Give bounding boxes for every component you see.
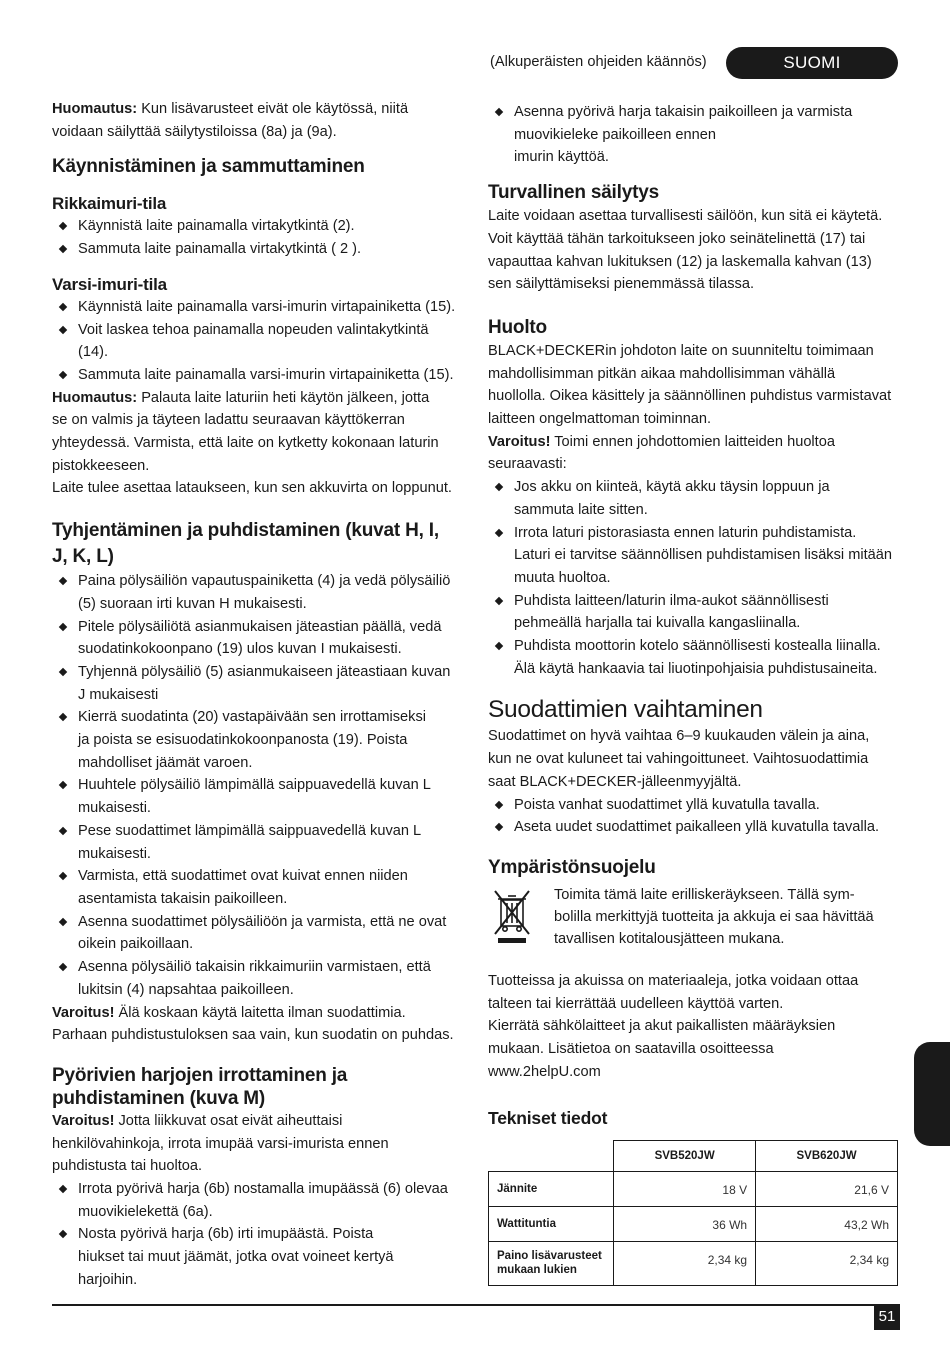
bullet-line: Asenna pyörivä harja takaisin paikoilleen ja varmista [514,104,853,120]
note-label: Huomautus: [52,101,138,117]
text-line: Tuotteissa ja akuissa on materiaaleja, jotka voidaan ottaa [488,972,859,989]
bullet-item [52,1223,464,1291]
text-line: Palauta laite laturiin heti käytön jälkeen, jotta [137,389,430,406]
recycling-notice-text [554,884,884,950]
text-line: Laite voidaan asettaa turvallisesti säilöön, kun sitä ei käytetä. [488,208,883,225]
section-heading-emptying [52,518,464,570]
bullet-line: mukaisesti. [78,800,151,817]
text-line: Toimita tämä laite erilliskeräykseen. Tällä sym- [554,886,855,903]
stick-mode-list [52,296,464,387]
bullet-item [52,820,464,865]
section-heading-maintenance: Huolto [488,316,547,338]
note-storage [52,98,464,143]
bullet-line: (14). [78,344,109,361]
warning-label: Varoitus! [52,1112,115,1129]
bullet-line: Asenna pölysäiliö takaisin rikkaimuriin varmistaen, että [78,959,431,976]
bullet-item [52,296,464,319]
bullet-line: mukaisesti. [78,845,151,862]
section-heading-specs: Tekniset tiedot [488,1107,608,1128]
bullet-item [488,590,900,635]
dust-mode-list [52,215,464,260]
text-line: puhdistusta tai huoltoa. [52,1158,203,1175]
bullet-line: Irrota laturi pistorasiasta ennen laturin puhdistamista. [514,524,857,541]
text-line: se on valmis ja täyteen ladattu seuraavan käyttökerran [52,412,405,429]
model-header-cell: SVB620JW [756,1140,898,1172]
bullet-item [52,706,464,774]
text-line: Kun lisävarusteet eivät ole käytössä, niitä [137,101,409,117]
specs-label-cell: Wattituntia [489,1206,614,1241]
bullet-line: Huuhtele pölysäiliö lämpimällä saippuavedellä kuvan L [78,777,431,794]
specs-table [488,1140,898,1286]
specs-value-cell: 2,34 kg [756,1241,898,1285]
specs-corner-cell [489,1140,614,1172]
bullet-line: Nosta pyörivä harja (6b) irti imupäästä. Poista [78,1226,374,1243]
bullet-line: Jos akku on kiinteä, käytä akku täysin loppuun ja [514,479,830,496]
bullet-item [52,238,464,261]
text-line: seuraavasti: [488,456,567,473]
text-line: Toimi ennen johdottomien laitteiden huoltoa [550,433,835,450]
bullet-line: Laturi ei tarvitse säännöllisen puhdistamisen lisäksi mitään [514,547,893,564]
bullet-line: Poista vanhat suodattimet yllä kuvatulla tavalla. [514,796,820,813]
bullet-line: muuta huoltoa. [514,569,611,586]
brush-list [52,1178,464,1292]
page-number: 51 [874,1304,900,1330]
maintenance-text [488,340,900,431]
text-line: www.2helpU.com [488,1063,601,1080]
text-line: Jotta liikkuvat osat eivät aiheuttaisi [114,1112,343,1129]
bullet-line: Tyhjennä pölysäiliö (5) asianmukaiseen jäteastiaan kuvan [78,663,451,680]
bullet-line: Sammuta laite painamalla varsi-imurin virtapainiketta (15). [78,366,454,383]
text-line: saat BLACK+DECKER-jälleenmyyjältä. [488,773,742,790]
text-line: mukaan. Lisätietoa on saatavilla osoitteessa [488,1041,774,1058]
bullet-item [488,794,900,817]
specs-value-cell: 18 V [614,1172,756,1207]
specs-row [489,1206,898,1241]
storage-text [488,205,900,296]
bullet-line: Paina pölysäiliön vapautuspainiketta (4) ja vedä pölysäiliö [78,573,451,590]
bullet-line: Varmista, että suodattimet ovat kuivat ennen niiden [78,868,408,885]
specs-row [489,1172,898,1207]
subheading-dust-mode: Rikkaimuri-tila [52,194,167,214]
section-heading-start-stop: Käynnistäminen ja sammuttaminen [52,156,365,178]
specs-row [489,1241,898,1285]
bullet-line: lukitsin (4) napsahtaa paikoilleen. [78,981,294,998]
text-line: sen säilyttämiseksi pienemmässä tilassa. [488,276,755,293]
bullet-item [52,911,464,956]
bullet-line: J mukaisesti [78,686,159,703]
text-line: huollolla. Oikea käsittely ja säännöllinen puhdistus varmistavat [488,388,892,405]
text-line: mahdollisimman pitkän aikaa mahdollisimman vähällä [488,365,836,382]
text-line: bolilla merkittyjä tuotteita ja akkuja ei saa hävittää [554,908,874,925]
note-label: Huomautus: [52,389,138,406]
text-line: Parhaan puhdistustuloksen saa vain, kun suodatin on puhdas. [52,1027,454,1044]
text-line: laitteen ongelmattoman toiminnan. [488,411,712,428]
bullet-line: Asenna suodattimet pölysäiliöön ja varmista, että ne ovat [78,913,447,930]
bullet-item [488,635,900,680]
filters-list [488,794,900,839]
bullet-item [52,570,464,615]
bullet-line: hiukset tai muut jäämät, jotka ovat voineet kertyä [78,1249,394,1266]
bullet-item [52,956,464,1001]
bullet-item [52,319,464,364]
warning-filters [52,1002,464,1047]
bullet-line: Irrota pyörivä harja (6b) nostamalla imupäässä (6) olevaa [78,1181,448,1198]
bullet-line: Puhdista moottorin kotelo säännöllisesti kostealla liinalla. [514,638,881,655]
subheading-stick-mode: Varsi-imuri-tila [52,274,167,294]
recycling-notice [488,884,900,948]
section-heading-filters: Suodattimien vaihtaminen [488,696,763,724]
bullet-line: Käynnistä laite painamalla virtakytkintä (2). [78,218,355,235]
text-line: puhdistaminen (kuva M) [52,1087,266,1109]
warning-label: Varoitus! [488,433,551,450]
filters-text [488,725,900,793]
model-header-cell: SVB520JW [614,1140,756,1172]
bullet-item [488,522,900,590]
bullet-line: Pese suodattimet lämpimällä saippuavedellä kuvan L [78,822,422,839]
brush-refit-list [488,101,900,169]
specs-value-cell: 36 Wh [614,1206,756,1241]
bullet-line: oikein paikoillaan. [78,936,194,953]
text-line: talteen tai kierrättää uudelleen käyttöä varten. [488,995,784,1012]
text-line: pistokkeeseen. [52,457,150,474]
bullet-line: Sammuta laite painamalla virtakytkintä ( 2 ). [78,241,362,258]
warning-maintenance [488,431,900,476]
text-line: Suodattimet on hyvä vaihtaa 6–9 kuukauden välein ja aina, [488,728,870,745]
text-line: vapauttaa kahvan lukituksen (12) ja laskemalla kahvan (13) [488,253,872,270]
specs-value-cell: 43,2 Wh [756,1206,898,1241]
specs-header-row [489,1140,898,1172]
bullet-item [52,774,464,819]
bullet-item [52,215,464,238]
language-label: SUOMI [726,47,898,79]
bullet-line: muovikielekettä (6a). [78,1203,213,1220]
bullet-line: asentamista takaisin paikoilleen. [78,890,288,907]
bullet-item [52,364,464,387]
text-line: henkilövahinkoja, irrota imupää varsi-imurista ennen [52,1135,389,1152]
bullet-line: ja poista se esisuodatinkokoonpanosta (19). Poista [78,732,408,749]
bullet-line: Älä käytä hankaavia tai liuotinpohjaisia puhdistusaineita. [514,660,878,677]
text-line: yhteydessä. Varmista, että laite on kytketty kokonaan laturin [52,435,439,452]
bullet-line: sammuta laite sitten. [514,501,648,518]
section-heading-brush [52,1064,464,1110]
bullet-item [52,865,464,910]
environment-text [488,970,900,1084]
left-column [52,98,464,1292]
specs-label-cell: Jännite [489,1172,614,1207]
section-heading-storage: Turvallinen säilytys [488,182,659,204]
note-charging [52,387,464,501]
right-column [488,101,900,1286]
text-line: kun ne ovat kuluneet tai vahingoittuneet. Vaihtosuodattimia [488,751,869,768]
text-line: tavallisen kotitalousjätteen mukana. [554,930,785,947]
text-line: voidaan säilyttää säilytystiloissa (8a) ja (9a). [52,123,337,140]
footer-rule [52,1304,898,1306]
text-line: BLACK+DECKERin johdoton laite on suunniteltu toimimaan [488,342,874,359]
text-line: Voit käyttää tähän tarkoitukseen joko seinätelinettä (17) tai [488,230,866,247]
warning-label: Varoitus! [52,1004,115,1021]
bullet-item [488,816,900,839]
bullet-item [488,476,900,521]
emptying-list [52,570,464,1001]
text-line: Kierrätä sähkölaitteet ja akut paikallisten määräyksien [488,1018,836,1035]
bullet-line: harjoihin. [78,1271,138,1288]
text-line: Laite tulee asettaa lataukseen, kun sen akkuvirta on loppunut. [52,480,452,497]
crossed-out-wheelie-bin-icon [492,888,532,946]
section-heading-environment: Ympäristönsuojelu [488,856,656,878]
translation-note: (Alkuperäisten ohjeiden käännös) [490,54,707,70]
bullet-item [488,101,900,169]
specs-value-cell: 2,34 kg [614,1241,756,1285]
bullet-line: Puhdista laitteen/laturin ilma-aukot säännöllisesti [514,592,829,609]
specs-value-cell: 21,6 V [756,1172,898,1207]
bullet-line: suodatinkokoonpano (19) ulos kuvan I mukaisesti. [78,641,402,658]
bullet-item [52,661,464,706]
bullet-line: Kierrä suodatinta (20) vastapäivään sen irrottamiseksi [78,709,426,726]
bullet-line: pehmeällä harjalla tai kuivalla kangasliinalla. [514,615,801,632]
bullet-item [52,616,464,661]
warning-brush [52,1110,464,1178]
bullet-line: muovikieleke paikoilleen ennen [514,126,717,143]
text-line: J, K, L) [52,546,114,568]
text-line: Pyörivien harjojen irrottaminen ja [52,1064,348,1086]
maintenance-list [488,476,900,680]
bullet-line: mahdolliset jäämät varoen. [78,754,253,771]
bullet-line: Pitele pölysäiliötä asianmukaisen jäteastian päällä, vedä [78,618,442,635]
bullet-line: imurin käyttöä. [514,149,609,166]
bullet-line: (5) suoraan irti kuvan H mukaisesti. [78,595,307,612]
text-line: Älä koskaan käytä laitetta ilman suodattimia. [114,1004,406,1021]
bullet-line: Voit laskea tehoa painamalla nopeuden valintakytkintä [78,321,429,338]
bullet-item [52,1178,464,1223]
text-line: Tyhjentäminen ja puhdistaminen (kuvat H, I, [52,520,439,542]
specs-label-cell: Paino lisävarusteet mukaan lukien [489,1241,614,1285]
bullet-line: Käynnistä laite painamalla varsi-imurin virtapainiketta (15). [78,298,456,315]
section-edge-tab [914,1042,950,1146]
bullet-line: Aseta uudet suodattimet paikalleen yllä kuvatulla tavalla. [514,819,880,836]
